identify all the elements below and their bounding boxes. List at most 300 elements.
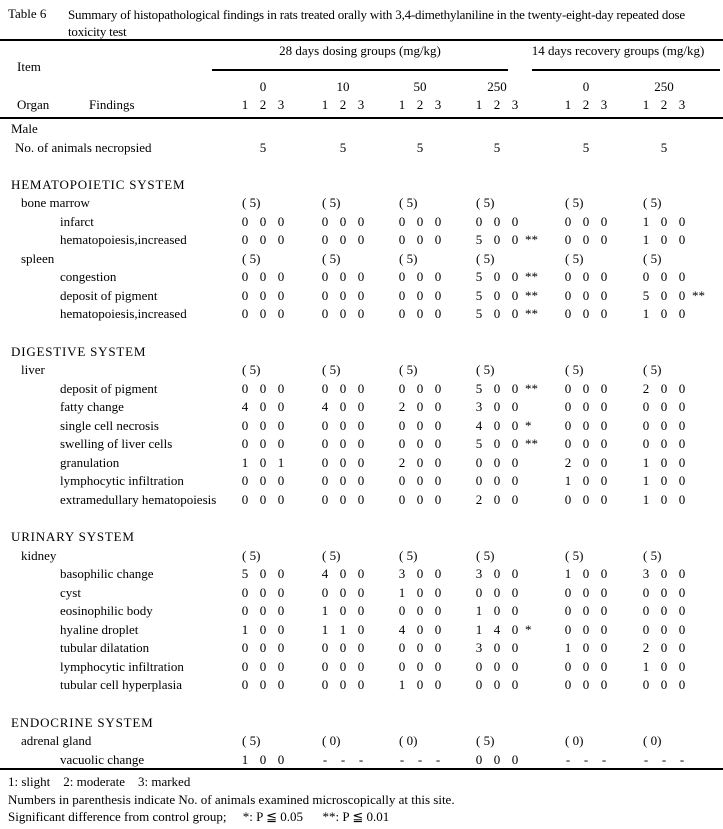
grade-value-cell: 0 bbox=[582, 380, 590, 396]
grade-value-cell: 4 bbox=[241, 399, 249, 415]
grade-value-cell: 0 bbox=[564, 621, 572, 637]
grade-value-cell: 0 bbox=[600, 454, 608, 470]
grade-value-cell: 0 bbox=[398, 380, 406, 396]
finding-label: swelling of liver cells bbox=[60, 436, 173, 452]
dose-label: 0 bbox=[259, 79, 267, 94]
grade-value-cell: 0 bbox=[398, 269, 406, 285]
grade-value-cell: 0 bbox=[511, 566, 519, 582]
grade-value-cell: 0 bbox=[564, 491, 572, 507]
grade-value-cell: 0 bbox=[241, 269, 249, 285]
grade-value-cell: 0 bbox=[493, 213, 501, 229]
grade-value-cell: 0 bbox=[277, 584, 285, 600]
grade-value-cell: 0 bbox=[259, 751, 267, 767]
table-body bbox=[0, 120, 723, 769]
grade-value-cell: 0 bbox=[339, 658, 347, 674]
grade-column-label: 3 bbox=[511, 97, 519, 112]
grade-value-cell: 0 bbox=[398, 658, 406, 674]
grade-value-cell: 0 bbox=[434, 677, 442, 693]
grade-value-cell: 0 bbox=[493, 232, 501, 248]
grade-value-cell: 0 bbox=[434, 658, 442, 674]
grade-value-cell: 0 bbox=[434, 621, 442, 637]
grade-value-cell: 0 bbox=[678, 491, 686, 507]
examined-count: ( 5) bbox=[476, 733, 495, 749]
grade-value-cell: 3 bbox=[475, 566, 483, 582]
dosing-groups-title: 28 days dosing groups (mg/kg) bbox=[279, 43, 441, 58]
grade-value-cell: 0 bbox=[582, 566, 590, 582]
grade-value-cell: 1 bbox=[321, 621, 329, 637]
finding-label: hematopoiesis,increased bbox=[60, 232, 187, 248]
examined-count: ( 5) bbox=[643, 195, 662, 211]
grade-value-cell: 0 bbox=[564, 658, 572, 674]
examined-count: ( 5) bbox=[643, 547, 662, 563]
grade-value-cell: 0 bbox=[416, 417, 424, 433]
section-row bbox=[0, 343, 723, 362]
grade-value-cell: 0 bbox=[493, 269, 501, 285]
grade-column-label: 1 bbox=[321, 97, 329, 112]
grade-value-cell: 0 bbox=[339, 269, 347, 285]
grade-value-cell: 0 bbox=[259, 677, 267, 693]
grade-value-cell: 0 bbox=[678, 380, 686, 396]
grade-value-cell: 0 bbox=[357, 436, 365, 452]
grade-value-cell: 1 bbox=[564, 640, 572, 656]
grade-value-cell: 0 bbox=[357, 454, 365, 470]
significance-marker: * bbox=[525, 621, 532, 637]
grade-value-cell: 0 bbox=[398, 306, 406, 322]
grade-value-cell: 0 bbox=[416, 566, 424, 582]
grade-value-cell: 0 bbox=[398, 213, 406, 229]
grade-value-cell: 0 bbox=[434, 399, 442, 415]
finding-row bbox=[0, 658, 723, 677]
grade-value-cell: 0 bbox=[321, 380, 329, 396]
grade-value-cell: 0 bbox=[511, 306, 519, 322]
grade-value-cell: 0 bbox=[339, 677, 347, 693]
finding-row bbox=[0, 676, 723, 695]
examined-count: ( 5) bbox=[399, 195, 418, 211]
grade-value-cell: 0 bbox=[434, 287, 442, 303]
grade-value-cell: - bbox=[601, 751, 607, 767]
grade-value-cell: 0 bbox=[642, 584, 650, 600]
finding-label: tubular dilatation bbox=[60, 640, 150, 656]
grade-value-cell: 0 bbox=[416, 454, 424, 470]
grade-value-cell: 0 bbox=[357, 640, 365, 656]
grade-value-cell: 0 bbox=[475, 751, 483, 767]
grade-value-cell: 5 bbox=[475, 232, 483, 248]
grade-value-cell: 0 bbox=[511, 269, 519, 285]
grade-value-cell: 0 bbox=[321, 287, 329, 303]
grade-value-cell: 0 bbox=[277, 640, 285, 656]
grade-value-cell: 3 bbox=[398, 566, 406, 582]
grade-column-label: 2 bbox=[259, 97, 267, 112]
finding-label: hematopoiesis,increased bbox=[60, 306, 187, 322]
spacer-row bbox=[0, 157, 723, 176]
grade-value-cell: 0 bbox=[357, 566, 365, 582]
examined-count: ( 5) bbox=[476, 547, 495, 563]
grade-value-cell: 0 bbox=[582, 306, 590, 322]
grade-value-cell: 0 bbox=[475, 658, 483, 674]
grade-value-cell: 0 bbox=[511, 213, 519, 229]
examined-count: ( 5) bbox=[399, 362, 418, 378]
grade-value-cell: 0 bbox=[564, 232, 572, 248]
grade-value-cell: 0 bbox=[416, 213, 424, 229]
finding-label: lymphocytic infiltration bbox=[60, 658, 184, 674]
grade-value-cell: 0 bbox=[434, 417, 442, 433]
examined-count: ( 5) bbox=[242, 250, 261, 266]
grade-value-cell: 0 bbox=[339, 454, 347, 470]
grade-value-cell: 0 bbox=[582, 658, 590, 674]
examined-count: ( 5) bbox=[322, 362, 341, 378]
sex-row bbox=[0, 120, 723, 139]
grade-value-cell: 0 bbox=[357, 399, 365, 415]
grade-value-cell: 1 bbox=[398, 584, 406, 600]
grade-value-cell: 0 bbox=[582, 287, 590, 303]
significance-marker: ** bbox=[525, 306, 538, 322]
grade-value-cell: 1 bbox=[642, 491, 650, 507]
finding-label: vacuolic change bbox=[60, 751, 145, 767]
grade-value-cell: 0 bbox=[642, 417, 650, 433]
grade-value-cell: 1 bbox=[321, 603, 329, 619]
grade-value-cell: 0 bbox=[357, 287, 365, 303]
examined-count: ( 5) bbox=[476, 250, 495, 266]
finding-label: granulation bbox=[60, 454, 120, 470]
finding-label: fatty change bbox=[60, 399, 124, 415]
examined-count: ( 5) bbox=[476, 195, 495, 211]
grade-value-cell: 4 bbox=[475, 417, 483, 433]
grade-value-cell: 0 bbox=[582, 621, 590, 637]
finding-row bbox=[0, 639, 723, 658]
grade-value-cell: - bbox=[583, 751, 589, 767]
examined-count: ( 5) bbox=[322, 547, 341, 563]
finding-row bbox=[0, 380, 723, 399]
grade-value-cell: 0 bbox=[259, 380, 267, 396]
grade-value-cell: 0 bbox=[511, 380, 519, 396]
grade-value-cell: 0 bbox=[493, 603, 501, 619]
grade-value-cell: 4 bbox=[321, 399, 329, 415]
grade-value-cell: 3 bbox=[475, 640, 483, 656]
grade-value-cell: 0 bbox=[582, 454, 590, 470]
grade-value-cell: 1 bbox=[398, 677, 406, 693]
grade-value-cell: 0 bbox=[660, 287, 668, 303]
grade-value-cell: 0 bbox=[398, 473, 406, 489]
necropsy-count: 5 bbox=[493, 139, 501, 155]
grade-value-cell: 0 bbox=[241, 306, 249, 322]
grade-value-cell: 0 bbox=[277, 491, 285, 507]
spacer-row bbox=[0, 324, 723, 343]
grade-value-cell: 0 bbox=[511, 640, 519, 656]
grade-value-cell: 0 bbox=[660, 213, 668, 229]
finding-row bbox=[0, 602, 723, 621]
grade-value-cell: 0 bbox=[321, 677, 329, 693]
grade-value-cell: 0 bbox=[259, 269, 267, 285]
grade-value-cell: 1 bbox=[642, 658, 650, 674]
grade-value-cell: 0 bbox=[660, 473, 668, 489]
grade-value-cell: 0 bbox=[259, 232, 267, 248]
grade-value-cell: - bbox=[565, 751, 571, 767]
grade-value-cell: 2 bbox=[564, 454, 572, 470]
grade-value-cell: 0 bbox=[357, 621, 365, 637]
finding-row bbox=[0, 621, 723, 640]
grade-value-cell: 0 bbox=[321, 640, 329, 656]
grade-value-cell: 2 bbox=[642, 380, 650, 396]
grade-value-cell: 0 bbox=[582, 603, 590, 619]
grade-value-cell: 0 bbox=[493, 380, 501, 396]
grade-value-cell: 0 bbox=[398, 417, 406, 433]
bottom-rule bbox=[0, 768, 723, 770]
grade-value-cell: 0 bbox=[339, 473, 347, 489]
grade-value-cell: 0 bbox=[357, 603, 365, 619]
grade-value-cell: 0 bbox=[582, 399, 590, 415]
grade-value-cell: 0 bbox=[475, 584, 483, 600]
grade-value-cell: 0 bbox=[339, 417, 347, 433]
grade-value-cell: 1 bbox=[339, 621, 347, 637]
grade-value-cell: 0 bbox=[357, 417, 365, 433]
grade-value-cell: 0 bbox=[600, 584, 608, 600]
grade-value-cell: 0 bbox=[357, 232, 365, 248]
examined-count: ( 5) bbox=[322, 250, 341, 266]
grade-value-cell: 0 bbox=[582, 677, 590, 693]
grade-value-cell: 0 bbox=[241, 380, 249, 396]
grade-value-cell: 0 bbox=[277, 287, 285, 303]
grade-value-cell: 0 bbox=[582, 213, 590, 229]
grade-value-cell: 0 bbox=[678, 306, 686, 322]
grade-value-cell: 0 bbox=[564, 417, 572, 433]
grade-value-cell: 0 bbox=[493, 658, 501, 674]
table-caption: Summary of histopathological findings in rats treated orally with 3,4-dimethylaniline in the twenty-eight-day repeated dose toxicity test bbox=[68, 7, 685, 39]
grade-value-cell: 0 bbox=[642, 436, 650, 452]
finding-row bbox=[0, 305, 723, 324]
examined-count: ( 5) bbox=[322, 195, 341, 211]
top-rule bbox=[0, 39, 723, 41]
grade-value-cell: 0 bbox=[475, 677, 483, 693]
grade-value-cell: 0 bbox=[321, 213, 329, 229]
finding-row bbox=[0, 213, 723, 232]
grade-value-cell: - bbox=[358, 751, 364, 767]
finding-row bbox=[0, 287, 723, 306]
grade-value-cell: 0 bbox=[416, 232, 424, 248]
grade-value-cell: 0 bbox=[600, 269, 608, 285]
grade-value-cell: 0 bbox=[321, 658, 329, 674]
finding-label: deposit of pigment bbox=[60, 287, 158, 303]
grade-value-cell: 0 bbox=[678, 417, 686, 433]
grade-value-cell: 0 bbox=[241, 603, 249, 619]
section-header: ENDOCRINE SYSTEM bbox=[11, 714, 154, 730]
examined-count: ( 0) bbox=[322, 733, 341, 749]
grade-value-cell: 1 bbox=[564, 566, 572, 582]
finding-row bbox=[0, 472, 723, 491]
footnote-significance-note: Significant difference from control group; *: P ≦ 0.05 **: P ≦ 0.01 bbox=[8, 809, 390, 825]
grade-value-cell: 0 bbox=[398, 603, 406, 619]
grade-value-cell: 0 bbox=[259, 658, 267, 674]
grade-value-cell: 0 bbox=[241, 491, 249, 507]
grade-value-cell: 0 bbox=[642, 677, 650, 693]
grade-value-cell: 1 bbox=[475, 603, 483, 619]
significance-marker: ** bbox=[525, 287, 538, 303]
grade-value-cell: 0 bbox=[357, 473, 365, 489]
organ-label: bone marrow bbox=[21, 195, 90, 211]
grade-value-cell: 0 bbox=[660, 380, 668, 396]
grade-column-label: 3 bbox=[600, 97, 608, 112]
grade-value-cell: 0 bbox=[678, 232, 686, 248]
grade-column-label: 3 bbox=[678, 97, 686, 112]
grade-value-cell: 0 bbox=[511, 677, 519, 693]
section-header: HEMATOPOIETIC SYSTEM bbox=[11, 176, 186, 192]
grade-value-cell: 0 bbox=[321, 584, 329, 600]
grade-value-cell: 0 bbox=[600, 380, 608, 396]
footnotes bbox=[8, 773, 718, 826]
grade-value-cell: 0 bbox=[398, 287, 406, 303]
significance-marker: ** bbox=[525, 269, 538, 285]
grade-value-cell: 0 bbox=[493, 473, 501, 489]
grade-value-cell: 0 bbox=[357, 491, 365, 507]
grade-value-cell: 0 bbox=[493, 751, 501, 767]
examined-count: ( 5) bbox=[242, 733, 261, 749]
grade-value-cell: 0 bbox=[416, 380, 424, 396]
examined-count: ( 0) bbox=[565, 733, 584, 749]
grade-column-label: 2 bbox=[339, 97, 347, 112]
grade-value-cell: 0 bbox=[564, 603, 572, 619]
grade-value-cell: 4 bbox=[398, 621, 406, 637]
grade-value-cell: 1 bbox=[642, 213, 650, 229]
grade-value-cell: 1 bbox=[475, 621, 483, 637]
grade-value-cell: 0 bbox=[600, 436, 608, 452]
grade-value-cell: 0 bbox=[564, 269, 572, 285]
significance-marker: * bbox=[525, 417, 532, 433]
grade-value-cell: 3 bbox=[642, 566, 650, 582]
grade-value-cell: 0 bbox=[564, 213, 572, 229]
grade-value-cell: 0 bbox=[277, 751, 285, 767]
grade-value-cell: 0 bbox=[660, 640, 668, 656]
grade-value-cell: 0 bbox=[241, 473, 249, 489]
finding-label: cyst bbox=[60, 584, 81, 600]
dose-header-row bbox=[0, 79, 723, 97]
grade-value-cell: 3 bbox=[475, 399, 483, 415]
grade-value-cell: 0 bbox=[511, 473, 519, 489]
grade-value-cell: 0 bbox=[339, 436, 347, 452]
grade-value-cell: 0 bbox=[660, 269, 668, 285]
grade-value-cell: 0 bbox=[511, 491, 519, 507]
grade-value-cell: 0 bbox=[434, 603, 442, 619]
grade-value-cell: 0 bbox=[321, 269, 329, 285]
examined-count: ( 5) bbox=[565, 195, 584, 211]
grade-column-label: 1 bbox=[241, 97, 249, 112]
section-header: URINARY SYSTEM bbox=[11, 529, 135, 545]
grade-value-cell: 0 bbox=[511, 417, 519, 433]
grade-value-cell: 0 bbox=[277, 436, 285, 452]
grade-value-cell: 1 bbox=[642, 232, 650, 248]
grade-value-cell: 0 bbox=[277, 306, 285, 322]
finding-label: hyaline droplet bbox=[60, 621, 139, 637]
grade-value-cell: 5 bbox=[475, 380, 483, 396]
grade-value-cell: 0 bbox=[321, 454, 329, 470]
grade-value-cell: 0 bbox=[511, 454, 519, 470]
footnote-parenthesis-note: Numbers in parenthesis indicate No. of animals examined microscopically at this site. bbox=[8, 791, 455, 807]
grade-value-cell: 0 bbox=[321, 473, 329, 489]
grade-value-cell: 0 bbox=[582, 491, 590, 507]
grade-value-cell: 0 bbox=[475, 473, 483, 489]
grade-value-cell: 0 bbox=[493, 454, 501, 470]
grade-value-cell: 0 bbox=[600, 306, 608, 322]
grade-value-cell: 0 bbox=[678, 287, 686, 303]
grade-value-cell: 0 bbox=[511, 232, 519, 248]
grade-value-cell: 0 bbox=[339, 491, 347, 507]
grade-column-label: 3 bbox=[277, 97, 285, 112]
grade-value-cell: 0 bbox=[416, 658, 424, 674]
grade-value-cell: 0 bbox=[259, 491, 267, 507]
organ-row bbox=[0, 361, 723, 380]
examined-count: ( 5) bbox=[565, 362, 584, 378]
grade-value-cell: 0 bbox=[493, 584, 501, 600]
grade-value-cell: 0 bbox=[600, 399, 608, 415]
grade-value-cell: 0 bbox=[241, 584, 249, 600]
footnote-grading-legend: 1: slight 2: moderate 3: marked bbox=[8, 774, 191, 789]
necropsy-count: 5 bbox=[259, 139, 267, 155]
grade-value-cell: 0 bbox=[678, 658, 686, 674]
grade-value-cell: 0 bbox=[582, 436, 590, 452]
grade-value-cell: 0 bbox=[678, 269, 686, 285]
recovery-groups-title: 14 days recovery groups (mg/kg) bbox=[531, 43, 705, 58]
grade-value-cell: 2 bbox=[642, 640, 650, 656]
grade-value-cell: 0 bbox=[416, 436, 424, 452]
necropsy-count: 5 bbox=[660, 139, 668, 155]
grade-value-cell: 0 bbox=[241, 232, 249, 248]
grade-column-label: 1 bbox=[475, 97, 483, 112]
grade-value-cell: 0 bbox=[434, 640, 442, 656]
grade-value-cell: 0 bbox=[582, 473, 590, 489]
grade-value-cell: 1 bbox=[564, 473, 572, 489]
grade-value-cell: 0 bbox=[277, 677, 285, 693]
grade-value-cell: 1 bbox=[642, 454, 650, 470]
grade-value-cell: 0 bbox=[259, 473, 267, 489]
grade-value-cell: - bbox=[679, 751, 685, 767]
grade-value-cell: 0 bbox=[339, 640, 347, 656]
grade-value-cell: 0 bbox=[660, 584, 668, 600]
examined-count: ( 5) bbox=[242, 195, 261, 211]
grade-value-cell: 0 bbox=[241, 640, 249, 656]
section-row bbox=[0, 176, 723, 195]
spacer-row bbox=[0, 695, 723, 714]
table-number: Table 6 bbox=[8, 6, 47, 21]
examined-count: ( 5) bbox=[565, 547, 584, 563]
grade-value-cell: 0 bbox=[259, 436, 267, 452]
grade-value-cell: 0 bbox=[493, 287, 501, 303]
significance-marker: ** bbox=[692, 287, 705, 303]
grade-value-cell: 0 bbox=[660, 621, 668, 637]
dose-label: 250 bbox=[487, 79, 507, 94]
grade-value-cell: 0 bbox=[339, 566, 347, 582]
grade-value-cell: 0 bbox=[259, 621, 267, 637]
grade-value-cell: - bbox=[435, 751, 441, 767]
organ-label: kidney bbox=[21, 547, 57, 563]
grade-value-cell: 0 bbox=[642, 621, 650, 637]
grade-value-cell: 0 bbox=[564, 677, 572, 693]
finding-label: lymphocytic infiltration bbox=[60, 473, 184, 489]
grade-value-cell: 0 bbox=[582, 232, 590, 248]
examined-count: ( 5) bbox=[242, 547, 261, 563]
grade-value-cell: 0 bbox=[259, 454, 267, 470]
finding-label: extramedullary hematopoiesis bbox=[60, 491, 217, 507]
grade-value-cell: 0 bbox=[416, 399, 424, 415]
grade-value-cell: 0 bbox=[416, 269, 424, 285]
grade-value-cell: 0 bbox=[678, 603, 686, 619]
grade-value-cell: 0 bbox=[277, 621, 285, 637]
recovery-groups-underline bbox=[532, 69, 720, 71]
grade-value-cell: 0 bbox=[357, 269, 365, 285]
grade-value-cell: 0 bbox=[600, 473, 608, 489]
grade-value-cell: 0 bbox=[339, 232, 347, 248]
grade-value-cell: 0 bbox=[600, 232, 608, 248]
grade-value-cell: 0 bbox=[475, 454, 483, 470]
grade-value-cell: 0 bbox=[277, 603, 285, 619]
grade-value-cell: 0 bbox=[277, 399, 285, 415]
